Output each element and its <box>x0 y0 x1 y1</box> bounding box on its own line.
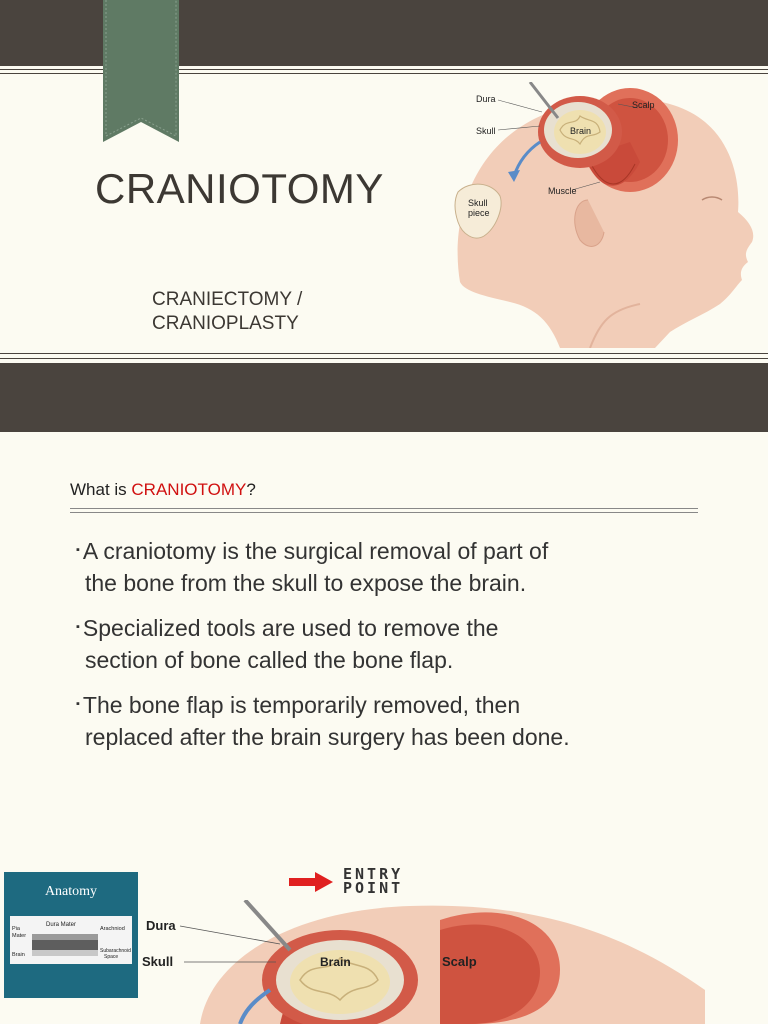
heading-rule-2 <box>70 512 698 513</box>
bullet-line: The bone flap is temporarily removed, then <box>82 692 521 718</box>
bullet-item <box>76 613 716 676</box>
ribbon-bookmark <box>103 0 179 142</box>
anatomy-title: Anatomy <box>44 884 98 899</box>
label-scalp: Scalp <box>632 100 655 110</box>
craniotomy-head-illustration <box>440 82 768 348</box>
meninges-diagram <box>10 916 132 964</box>
label-subarachnoid-2: Space <box>104 954 119 960</box>
label-arachnoid: Arachniod <box>100 926 125 932</box>
label-dura: Dura <box>476 94 496 104</box>
title-slide <box>0 0 768 432</box>
label-brain: Brain <box>320 955 351 969</box>
label-pia-1: Pia <box>12 926 20 932</box>
bottom-rule-1 <box>0 353 768 354</box>
bullet-marker-icon: ▪ <box>76 698 80 711</box>
label-pia-2: Mater <box>12 933 27 939</box>
label-skull-piece-1: Skull <box>468 198 488 208</box>
label-skull-piece-2: piece <box>468 208 490 218</box>
bullet-item <box>76 536 716 599</box>
bottom-rule-2 <box>0 358 768 359</box>
heading-rule-1 <box>70 508 698 509</box>
bullet-marker-icon: ▪ <box>76 621 80 634</box>
heading-highlight: CRANIOTOMY <box>131 480 247 499</box>
slide-heading <box>70 480 256 500</box>
entry-point-text <box>343 867 403 895</box>
bullet-line: replaced after the brain surgery has been done. <box>85 724 570 751</box>
bullet-line: Specialized tools are used to remove the <box>82 615 499 641</box>
entry-point-label <box>289 865 439 897</box>
slide-title: CRANIOTOMY <box>95 165 384 212</box>
bottom-band <box>0 363 768 432</box>
bullet-marker-icon: ▪ <box>76 544 80 557</box>
label-muscle: Muscle <box>548 186 577 196</box>
label-brain: Brain <box>570 126 592 136</box>
label-brain: Brain <box>12 952 25 958</box>
bullet-item <box>76 690 716 753</box>
label-subarachnoid-1: Subarachnoid <box>100 948 131 954</box>
red-arrow-icon <box>289 872 333 892</box>
subtitle-line-2: CRANIOPLASTY <box>152 313 299 334</box>
bullet-line: A craniotomy is the surgical removal of part of <box>82 538 549 564</box>
subtitle-line-1: CRANIECTOMY / <box>152 289 303 310</box>
heading-suffix: ? <box>246 480 256 499</box>
label-dura: Dura <box>146 918 176 933</box>
anatomy-thumbnail <box>4 872 138 998</box>
craniotomy-closeup-illustration <box>140 900 705 1024</box>
label-skull: Skull <box>142 954 174 969</box>
heading-prefix: What is <box>70 480 132 499</box>
entry-line-2: POINT <box>343 879 404 897</box>
content-slide <box>0 432 768 1024</box>
slide-subtitle <box>152 288 302 336</box>
bullet-line: section of bone called the bone flap. <box>85 647 454 674</box>
label-dura-mater: Dura Mater <box>46 922 77 928</box>
label-skull: Skull <box>476 126 496 136</box>
entry-line-1: ENTRY <box>343 865 404 883</box>
bullet-line: the bone from the skull to expose the brain. <box>85 570 527 597</box>
label-scalp: Scalp <box>442 954 477 969</box>
